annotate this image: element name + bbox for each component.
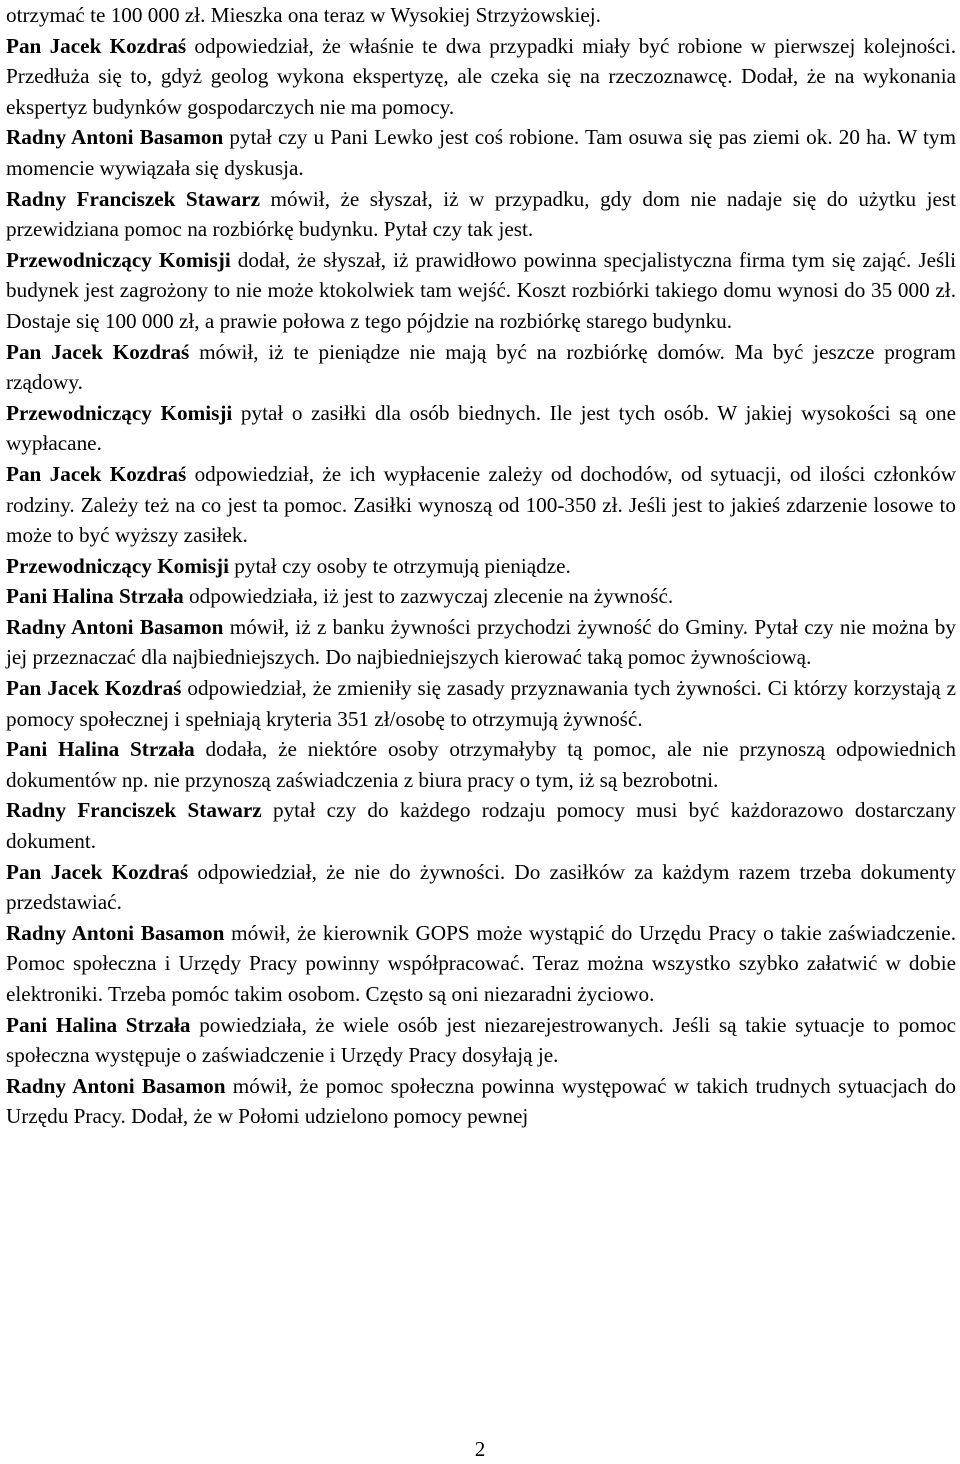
page-number: 2 bbox=[474, 1437, 486, 1461]
speaker-name: Radny Franciszek Stawarz bbox=[6, 186, 261, 211]
paragraph-text: mówił, iż te pieniądze nie mają być na rozbiórkę domów. Ma być jeszcze program rządowy. bbox=[6, 339, 956, 395]
paragraph bbox=[6, 612, 956, 673]
paragraph bbox=[6, 857, 956, 918]
paragraph bbox=[6, 1071, 956, 1132]
speaker-name: Przewodniczący Komisji bbox=[6, 247, 231, 272]
speaker-name: Pan Jacek Kozdraś bbox=[6, 859, 189, 884]
speaker-name: Pani Halina Strzała bbox=[6, 1012, 191, 1037]
paragraph bbox=[6, 918, 956, 1010]
paragraph-text: pytał czy u Pani Lewko jest coś robione. Tam osuwa się pas ziemi ok. 20 ha. W tym momencie wywiązała się dyskusja. bbox=[6, 125, 956, 180]
speaker-name: Przewodniczący Komisji bbox=[6, 553, 229, 578]
speaker-name: Pan Jacek Kozdraś bbox=[6, 461, 187, 486]
paragraph bbox=[6, 31, 956, 123]
speaker-name: Pan Jacek Kozdraś bbox=[6, 676, 182, 701]
speaker-name: Przewodniczący Komisji bbox=[6, 400, 233, 425]
speaker-name: Radny Antoni Basamon bbox=[6, 1073, 226, 1098]
paragraph bbox=[6, 245, 956, 337]
paragraph-text: odpowiedział, że właśnie te dwa przypadki miały być robione w pierwszej kolejności. Przedłuża się to, gdyż geolog wykona ekspertyzę, ale czeka się na rzeczoznawcę. Dodał, że na wykonania ekspertyz budynków gospodarczych nie ma pomocy. bbox=[6, 33, 956, 119]
speaker-name: Pan Jacek Kozdraś bbox=[6, 339, 190, 364]
paragraph-text: odpowiedział, że zmieniły się zasady przyznawania tych żywności. Ci którzy korzystają z pomocy społecznej i spełniają kryteria 351 zł/osobę to otrzymują żywność. bbox=[6, 676, 956, 731]
paragraph-text: mówił, że kierownik GOPS może wystąpić do Urzędu Pracy o takie zaświadczenie. Pomoc społeczna i Urzędy Pracy powinny współpracować. Teraz można wszystko szybko załatwić w dobie elektroniki. Trzeba pomóc takim osobom. Często są oni niezaradni życiowo. bbox=[6, 920, 956, 1006]
paragraph bbox=[6, 122, 956, 183]
paragraph bbox=[6, 551, 956, 582]
speaker-name: Radny Franciszek Stawarz bbox=[6, 798, 262, 823]
paragraph bbox=[6, 734, 956, 795]
paragraph-text: pytał czy osoby te otrzymują pieniądze. bbox=[229, 553, 571, 578]
paragraph-text: odpowiedziała, iż jest to zazwyczaj zlecenie na żywność. bbox=[183, 584, 674, 609]
paragraph-text: otrzymać te 100 000 zł. Mieszka ona teraz w Wysokiej Strzyżowskiej. bbox=[6, 3, 601, 27]
paragraph-text: mówił, że słyszał, iż w przypadku, gdy dom nie nadaje się do użytku jest przewidziana pomoc na rozbiórkę budynku. Pytał czy tak jest. bbox=[6, 186, 956, 242]
paragraph-text: powiedziała, że wiele osób jest niezarejestrowanych. Jeśli są takie sytuacje to pomoc społeczna występuje o zaświadczenie i Urzędy Pracy dosyłają je. bbox=[6, 1012, 957, 1068]
paragraph-text: mówił, iż z banku żywności przychodzi żywność do Gminy. Pytał czy nie można by jej przeznaczać dla najbiedniejszych. Do najbiedniejszych kierować taką pomoc żywnościową. bbox=[6, 614, 956, 670]
paragraph-text: mówił, że pomoc społeczna powinna występować w takich trudnych sytuacjach do Urzędu Pracy. Dodał, że w Połomi udzielono pomocy pewnej bbox=[6, 1073, 956, 1129]
speaker-name: Radny Antoni Basamon bbox=[6, 920, 225, 945]
paragraph bbox=[6, 337, 956, 398]
paragraph-text: pytał czy do każdego rodzaju pomocy musi być każdorazowo dostarczany dokument. bbox=[6, 798, 957, 854]
paragraph bbox=[6, 398, 956, 459]
speaker-name: Radny Antoni Basamon bbox=[6, 125, 224, 150]
paragraph-text: pytał o zasiłki dla osób biednych. Ile jest tych osób. W jakiej wysokości są one wypłacane. bbox=[6, 400, 957, 456]
speaker-name: Pan Jacek Kozdraś bbox=[6, 33, 187, 58]
speaker-name: Pani Halina Strzała bbox=[6, 584, 184, 609]
paragraph bbox=[6, 795, 956, 856]
paragraph bbox=[6, 184, 956, 245]
speaker-name: Pani Halina Strzała bbox=[6, 737, 195, 762]
paragraph bbox=[6, 1010, 956, 1071]
document-body bbox=[6, 0, 956, 1132]
paragraph-text: odpowiedział, że ich wypłacenie zależy od dochodów, od sytuacji, od ilości członków rodziny. Zależy też na co jest ta pomoc. Zasiłki wynoszą od 100-350 zł. Jeśli jest to jakieś zdarzenie losowe to może to być wyższy zasiłek. bbox=[6, 461, 956, 548]
paragraph bbox=[6, 459, 956, 551]
paragraph-text: odpowiedział, że nie do żywności. Do zasiłków za każdym razem trzeba dokumenty przedstawiać. bbox=[6, 859, 956, 915]
paragraph bbox=[6, 0, 956, 31]
speaker-name: Radny Antoni Basamon bbox=[6, 614, 224, 639]
paragraph bbox=[6, 673, 956, 734]
paragraph bbox=[6, 581, 956, 612]
paragraph-text: dodała, że niektóre osoby otrzymałyby tą pomoc, ale nie przynoszą odpowiednich dokumentów np. nie przynoszą zaświadczenia z biura pracy o tym, iż są bezrobotni. bbox=[6, 737, 956, 792]
paragraph-text: dodał, że słyszał, iż prawidłowo powinna specjalistyczna firma tym się zająć. Jeśli budynek jest zagrożony to nie może ktokolwiek tam wejść. Koszt rozbiórki takiego domu wynosi do 35 000 zł. Dostaje się 100 000 zł, a prawie połowa z tego pójdzie na rozbiórkę starego budynku. bbox=[6, 247, 956, 333]
